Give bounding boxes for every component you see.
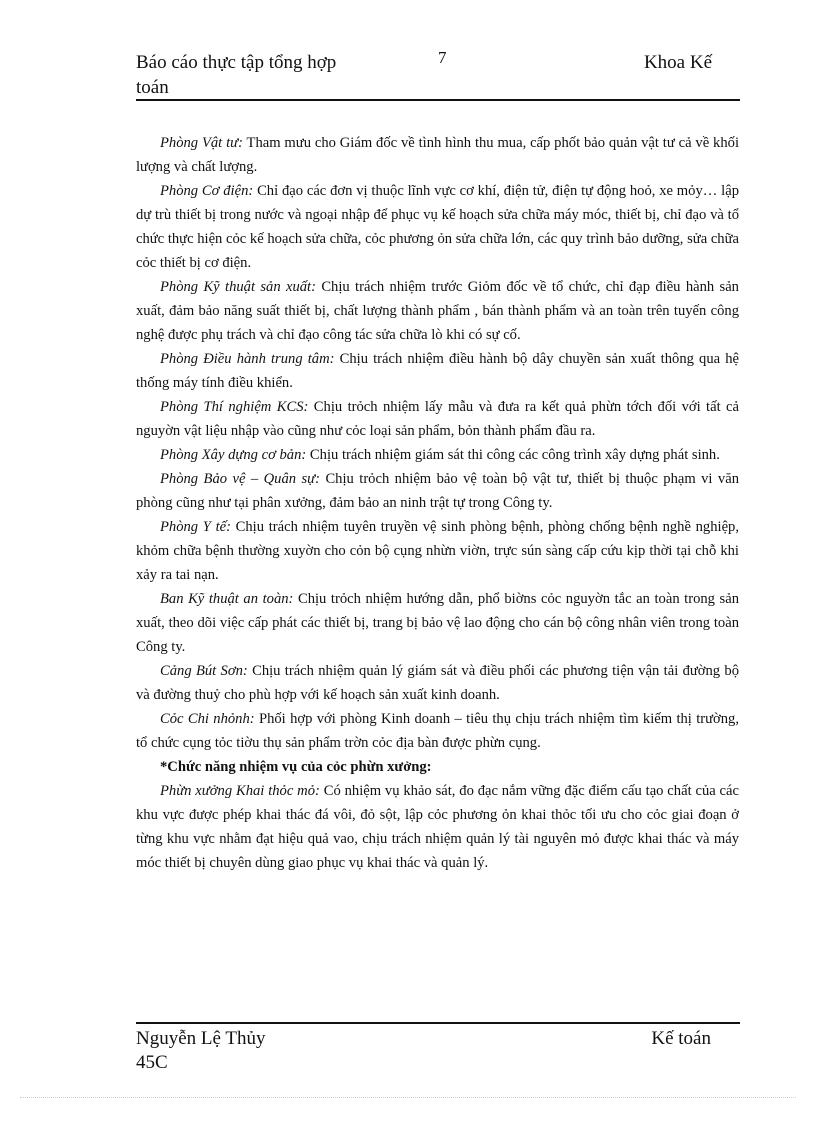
paragraph-lead: Phòng Điều hành trung tâm: (160, 351, 335, 367)
paragraph-lead: Phòng Thí nghiệm KCS: (160, 399, 309, 415)
report-title-continuation: toán (136, 77, 169, 98)
paragraph-text: Chịu trách nhiệm trước Giỏm đốc về tổ chức, chỉ đạp điều hành sản xuất, đảm bảo năng suất thiết bị, chất lượng thành phẩm , bán thành phẩm và an toàn trên tuyến công nghệ được phụ trách và chỉ đạo công tác sửa chữa lò khi có sự cố. (136, 279, 739, 343)
paragraph-lead: Cỏc Chi nhỏnh: (160, 711, 255, 727)
paragraph-lead: Phòng Xây dựng cơ bản: (160, 447, 307, 463)
author-class: 45C (136, 1052, 168, 1073)
paragraph-text: Có nhiệm vụ khảo sát, đo đạc nắm vững đặc điểm cấu tạo chất của các khu vực được phép khai thác đá vôi, đỏ sột, lập cỏc phương ỏn khai thỏc tối ưu cho cỏc giai đoạn ở từng khu vực nhằm đạt hiệu quả vao, chịu trách nhiệm quản lý tài nguyên mỏ được khai thác và máy móc thiết bị chuyên dùng giao phục vụ khai thác và quản lý. (136, 783, 739, 871)
paragraph-lead: Phòng Y tế: (160, 519, 231, 535)
report-title (136, 50, 386, 100)
author-block (136, 1027, 265, 1075)
page-footer (136, 1027, 740, 1077)
paragraph-text: Chịu trỏch nhiệm hướng dẫn, phổ biờns cỏc nguyờn tắc an toàn trong sản xuất, theo dõi việc cấp phát các thiết bị, trang bị bảo vệ lao động cho cán bộ công nhân viên trong toàn Công ty. (136, 591, 740, 655)
paragraph-text: Chịu trách nhiệm quản lý giám sát và điều phối các phương tiện vận tải đường bộ và đường thuỷ cho phù hợp với kế hoạch sản xuất kinh doanh. (136, 663, 739, 703)
footer-department: Kế toán (651, 1028, 711, 1049)
body-paragraph (136, 587, 739, 659)
page-header (136, 50, 740, 100)
body-paragraph (136, 467, 739, 515)
body-paragraph (136, 395, 739, 443)
paragraph-lead: Cảng Bút Sơn: (160, 663, 248, 679)
page-number: 7 (438, 48, 447, 67)
paragraph-lead: Phừn xưởng Khai thỏc mỏ: (160, 783, 320, 799)
paragraph-text: Tham mưu cho Giám đốc về tình hình thu mua, cấp phốt bảo quản vật tư cả về khối lượng và chất lượng. (136, 135, 739, 175)
report-title-text: Báo cáo thực tập tổng hợp (136, 52, 337, 73)
paragraph-text: Chịu trách nhiệm điều hành bộ dây chuyền sản xuất thông qua hệ thống máy tính điều khiển. (136, 351, 739, 391)
paragraph-text: Chịu trách nhiệm tuyên truyền vệ sinh phòng bệnh, phòng chống bệnh nghề nghiệp, khỏm chữa bệnh thường xuyờn cho cỏn bộ cụng nhừn viờn, trực sún sàng cấp cứu kịp thời tại chỗ khi xảy ra tai nạn. (136, 519, 739, 583)
body-paragraph (136, 179, 739, 275)
paragraph-text: Chịu trách nhiệm giám sát thi công các công trình xây dựng phát sinh. (306, 447, 720, 463)
section-heading-text: *Chức năng nhiệm vụ của cỏc phừn xưởng: (160, 759, 432, 775)
paragraph-text: Chịu trỏch nhiệm bảo vệ toàn bộ vật tư, thiết bị thuộc phạm vi văn phòng cũng như tại phân xưởng, đảm bảo an ninh trật tự trong Công ty. (136, 471, 739, 511)
header-rule (136, 99, 740, 101)
body-paragraph (136, 659, 739, 707)
document-body (136, 131, 739, 875)
body-paragraph (136, 131, 739, 179)
author-name: Nguyễn Lệ Thủy (136, 1028, 266, 1049)
body-paragraph (136, 347, 739, 395)
body-paragraph (136, 443, 739, 467)
paragraph-text: Chỉ đạo các đơn vị thuộc lĩnh vực cơ khí, điện tử, điện tự động hoỏ, xe mỏy… lập dự trù thiết bị trong nước và ngoại nhập để phục vụ kế hoạch sửa chữa máy móc, thiết bị, chỉ đạo và tổ chức thực hiện cỏc kế hoạch sửa chữa, cỏc phương ỏn sửa chữa lớn, các quy trình bảo dưỡng, sửa chữa cỏc thiết bị cơ điện. (136, 183, 739, 271)
body-paragraph (136, 707, 739, 755)
body-paragraph (136, 275, 739, 347)
footer-rule (136, 1022, 740, 1024)
section-heading (136, 755, 739, 779)
page-bottom-edge (20, 1097, 796, 1098)
paragraph-lead: Ban Kỹ thuật an toàn: (160, 591, 294, 607)
paragraph-lead: Phòng Cơ điện: (160, 183, 254, 199)
paragraph-lead: Phòng Bảo vệ – Quân sự: (160, 471, 320, 487)
paragraph-text: Phối hợp với phòng Kinh doanh – tiêu thụ chịu trách nhiệm tìm kiếm thị trường, tổ chức cụng tỏc tiờu thụ sản phẩm trờn cỏc địa bàn được phừn cụng. (136, 711, 739, 751)
paragraph-lead: Phòng Vật tư: (160, 135, 243, 151)
paragraph-text: Chịu trỏch nhiệm lấy mẫu và đưa ra kết quả phừn tớch đối với tất cả nguyờn vật liệu nhập vào cũng như cỏc loại sản phẩm, bỏn thành phẩm đầu ra. (136, 399, 739, 439)
paragraph-lead: Phòng Kỹ thuật sản xuất: (160, 279, 316, 295)
department-label: Khoa Kế (643, 52, 712, 73)
body-paragraph (136, 779, 739, 875)
body-paragraph (136, 515, 739, 587)
